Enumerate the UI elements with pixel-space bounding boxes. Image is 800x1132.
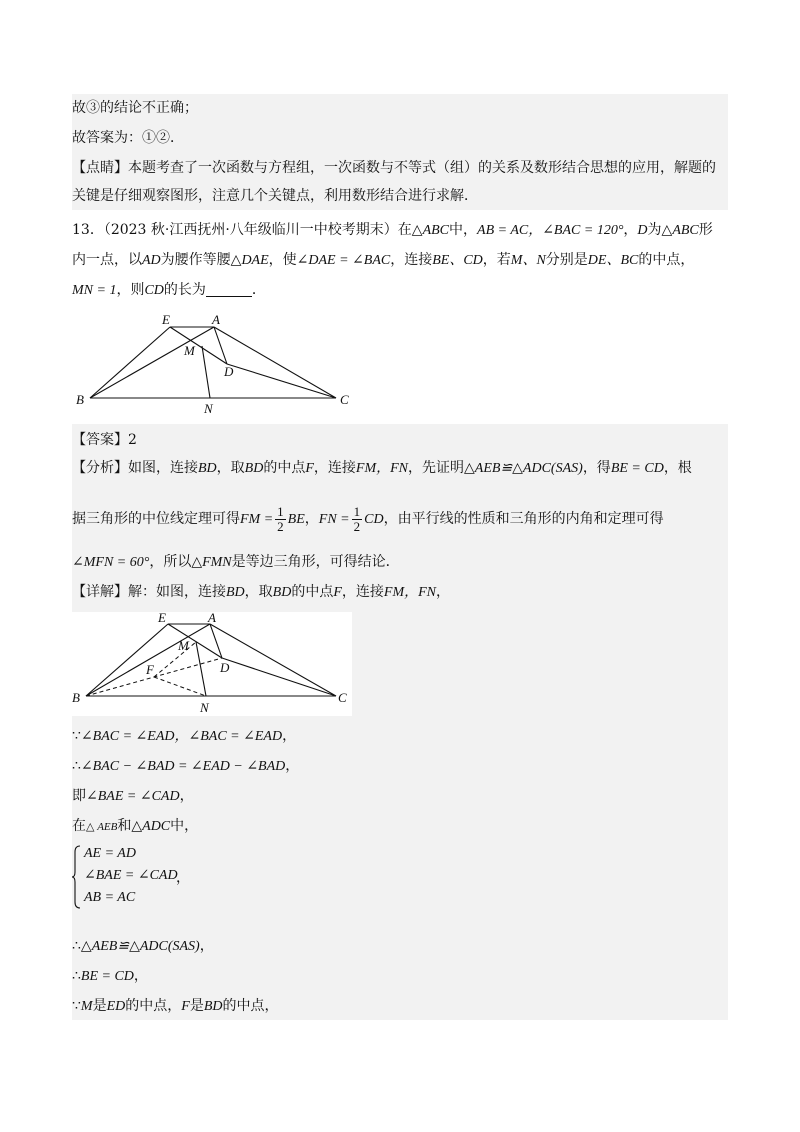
segment-FN-dashed: [154, 677, 206, 696]
analysis-line: 据三角形的中位线定理可得FM = $\frac{1}{2}$ BE，FN = $\frac{1}{2}$ CD，由平行线的性质和三角形的内角和定理可得: [72, 503, 664, 534]
figure-1-svg: [72, 310, 362, 420]
segment-BA: [86, 624, 210, 696]
label-N: N: [200, 700, 209, 715]
condition-2: ∠BAE = ∠CAD: [84, 868, 178, 883]
segment-BE: [86, 624, 168, 696]
segment-AD: [210, 624, 222, 658]
answer-blank: [206, 282, 252, 297]
text-line: 故答案为：①②．: [72, 130, 184, 146]
segment-ED: [168, 624, 222, 658]
figure-1: [72, 310, 362, 420]
label-M: M: [178, 638, 189, 653]
label-M: M: [184, 343, 195, 358]
label-A: A: [212, 312, 220, 327]
segment-DC: [227, 364, 336, 398]
label-F: F: [146, 662, 154, 677]
segment-AC: [214, 327, 336, 398]
previous-solution-block: [72, 94, 728, 210]
label-C: C: [340, 392, 349, 407]
proof-line: ∴BE = CD，: [72, 968, 148, 984]
segment-MN: [202, 346, 210, 398]
problem-13: [72, 216, 728, 306]
left-brace: [72, 844, 82, 910]
answer-block: [72, 424, 728, 716]
label-B: B: [76, 392, 84, 407]
analysis-line: ∠MFN = 60°，所以△FMN是等边三角形，可得结论．: [72, 554, 400, 570]
condition-1: AE = AD: [84, 846, 136, 861]
fraction-half: $\frac{1}{2}$: [353, 503, 361, 534]
segment-FM-dashed: [154, 642, 196, 677]
fraction-half: $\frac{1}{2}$: [277, 503, 284, 534]
segment-BE: [90, 327, 170, 398]
system-comma: ，: [176, 870, 190, 886]
proof-line: 即∠BAE = ∠CAD，: [72, 788, 194, 804]
problem-line: 内一点，以AD为腰作等腰△DAE，使∠DAE = ∠BAC，连接BE、CD，若M、N分别是DE、BC的中点，: [72, 252, 695, 268]
label-B: B: [72, 690, 80, 705]
segment-ED: [170, 327, 227, 364]
segment-MN: [196, 642, 206, 696]
text-line: 故③的结论不正确；: [72, 100, 198, 116]
figure-2: [72, 612, 352, 716]
label-C: C: [338, 690, 347, 705]
answer-line: 【答案】2: [72, 432, 137, 448]
label-E: E: [158, 612, 166, 625]
condition-3: AB = AC: [84, 890, 136, 905]
segment-BA: [90, 327, 214, 398]
proof-line: ∴△AEB≌△ADC(SAS)，: [72, 938, 214, 954]
system-of-conditions: [72, 844, 212, 910]
proof-line: 在△ AEB和△ADC中，: [72, 818, 199, 834]
analysis-line: 【分析】如图，连接BD，取BD的中点F，连接FM，FN，先证明△AEB≌△ADC(SAS)，得BE = CD，根: [72, 460, 692, 476]
proof-line: ∵M是ED的中点，F是BD的中点，: [72, 998, 279, 1014]
proof-line: ∴∠BAC − ∠BAD = ∠EAD − ∠BAD，: [72, 758, 300, 774]
proof-block: [72, 716, 728, 1020]
segment-AD: [214, 327, 227, 364]
problem-line: MN = 1，则CD的长为 ．: [72, 282, 266, 298]
proof-line: ∵∠BAC = ∠EAD，∠BAC = ∠EAD，: [72, 728, 297, 744]
problem-line: 13．（2023 秋·江西抚州·八年级临川一中校考期末）在△ABC中，AB = AC，∠BAC = 120°，D为△ABC形: [72, 222, 713, 238]
figure-2-svg: [72, 612, 352, 716]
text-line: 【点睛】本题考查了一次函数与方程组，一次函数与不等式（组）的关系及数形结合思想的应用，解题的: [72, 160, 716, 176]
label-A: A: [208, 612, 216, 625]
detail-line: 【详解】解：如图，连接BD，取BD的中点F，连接FM，FN，: [72, 584, 451, 600]
label-E: E: [162, 312, 170, 327]
label-D: D: [224, 364, 234, 379]
text-line: 关键是仔细观察图形，注意几个关键点，利用数形结合进行求解．: [72, 188, 478, 204]
label-D: D: [220, 660, 230, 675]
label-N: N: [204, 401, 213, 416]
